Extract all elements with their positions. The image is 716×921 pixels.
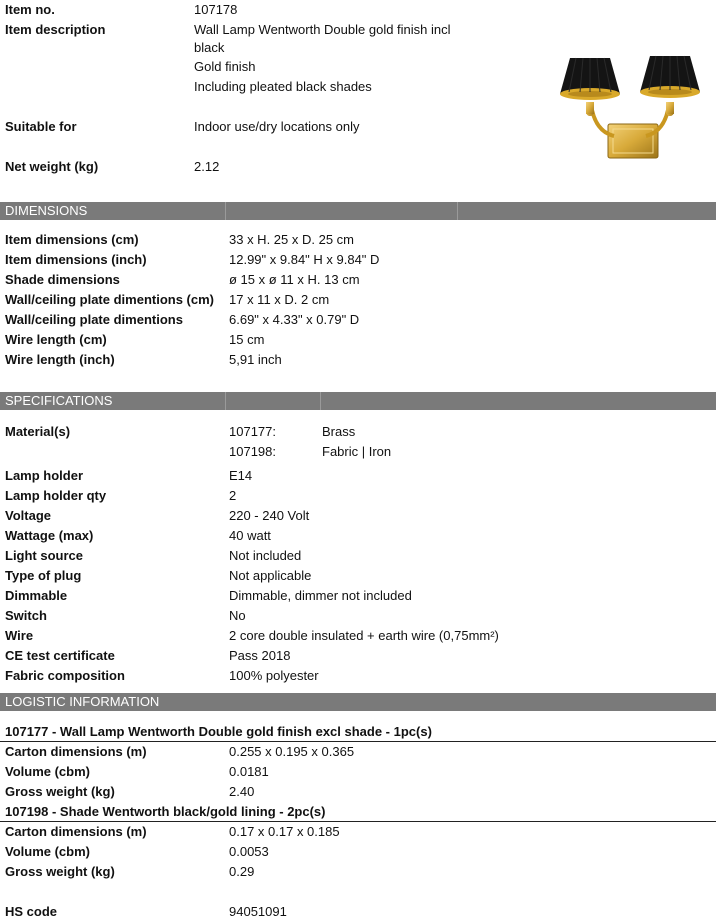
spec-row-value: 220 - 240 Volt: [229, 508, 310, 523]
item-description-value: Wall Lamp Wentworth Double gold finish incl: [194, 22, 451, 37]
logistic-row-value: 0.0053: [229, 844, 269, 859]
dim-row-label: Wire length (inch): [5, 352, 115, 367]
dim-row-value: 12.99" x 9.84" H x 9.84" D: [229, 252, 380, 267]
specifications-title: SPECIFICATIONS: [5, 393, 113, 408]
dim-row-value: 5,91 inch: [229, 352, 282, 367]
spec-row-label: Wattage (max): [5, 528, 94, 543]
item-description-line: Including pleated black shades: [194, 79, 372, 94]
logistic-row-label: Volume (cbm): [5, 844, 90, 859]
spec-row-label: Dimmable: [5, 588, 68, 603]
dim-row-value: ø 15 x ø 11 x H. 13 cm: [229, 272, 360, 287]
spec-row-label: Light source: [5, 548, 84, 563]
material-code: 107177:: [229, 424, 276, 439]
dimensions-title: DIMENSIONS: [5, 203, 88, 218]
net-weight-value: 2.12: [194, 159, 220, 174]
spec-row-value: 2: [229, 488, 237, 503]
item-description-line: Gold finish: [194, 59, 256, 74]
dim-row-label: Item dimensions (cm): [5, 232, 139, 247]
specifications-header: [0, 392, 716, 410]
spec-row-label: Wire: [5, 628, 34, 643]
divider: [320, 392, 321, 410]
spec-row-value: 100% polyester: [229, 668, 319, 683]
logistic-title: LOGISTIC INFORMATION: [5, 694, 160, 709]
logistic-group-heading: 107198 - Shade Wentworth black/gold lining - 2pc(s): [5, 804, 326, 819]
suitable-for-label: Suitable for: [5, 119, 77, 134]
dim-row-label: Shade dimensions: [5, 272, 120, 287]
spec-row-label: Fabric composition: [5, 668, 125, 683]
logistic-row-value: 0.255 x 0.195 x 0.365: [229, 744, 355, 759]
dim-row-value: 6.69" x 4.33" x 0.79" D: [229, 312, 360, 327]
logistic-row-value: 0.0181: [229, 764, 269, 779]
divider: [457, 202, 458, 220]
material-label: Material(s): [5, 424, 71, 439]
spec-row-value: No: [229, 608, 246, 623]
item-no-value: 107178: [194, 2, 238, 17]
divider: [225, 392, 226, 410]
spec-row-label: Voltage: [5, 508, 51, 523]
spec-row-label: Switch: [5, 608, 47, 623]
material-value: Fabric | Iron: [322, 444, 392, 459]
dim-row-label: Wire length (cm): [5, 332, 107, 347]
spec-row-value: 40 watt: [229, 528, 271, 543]
dimensions-header: [0, 202, 716, 220]
material-code: 107198:: [229, 444, 276, 459]
logistic-row-value: 0.17 x 0.17 x 0.185: [229, 824, 340, 839]
net-weight-label: Net weight (kg): [5, 159, 99, 174]
logistic-row-label: Carton dimensions (m): [5, 824, 147, 839]
logistic-row-value: 2.40: [229, 784, 255, 799]
spec-row-value: E14: [229, 468, 253, 483]
spec-row-value: Dimmable, dimmer not included: [229, 588, 412, 603]
hs-code-value: 94051091: [229, 904, 287, 919]
logistic-row-label: Gross weight (kg): [5, 864, 115, 879]
item-description-line: black: [194, 40, 225, 55]
wall-lamp-icon: [552, 52, 704, 170]
suitable-for-value: Indoor use/dry locations only: [194, 119, 360, 134]
dim-row-label: Wall/ceiling plate dimentions: [5, 312, 183, 327]
logistic-row-label: Volume (cbm): [5, 764, 90, 779]
spec-row-value: 2 core double insulated + earth wire (0,75mm²): [229, 628, 499, 643]
logistic-row-label: Carton dimensions (m): [5, 744, 147, 759]
dim-row-value: 15 cm: [229, 332, 265, 347]
divider: [0, 741, 716, 742]
spec-row-label: Type of plug: [5, 568, 82, 583]
spec-row-value: Not applicable: [229, 568, 312, 583]
divider: [0, 821, 716, 822]
spec-row-value: Pass 2018: [229, 648, 291, 663]
spec-row-label: Lamp holder: [5, 468, 84, 483]
divider: [225, 202, 226, 220]
logistic-group-heading: 107177 - Wall Lamp Wentworth Double gold finish excl shade - 1pc(s): [5, 724, 432, 739]
logistic-header: [0, 693, 716, 711]
dim-row-label: Item dimensions (inch): [5, 252, 147, 267]
logistic-row-label: Gross weight (kg): [5, 784, 115, 799]
material-value: Brass: [322, 424, 356, 439]
dim-row-value: 33 x H. 25 x D. 25 cm: [229, 232, 354, 247]
item-no-label: Item no.: [5, 2, 55, 17]
hs-code-label: HS code: [5, 904, 58, 919]
dim-row-value: 17 x 11 x D. 2 cm: [229, 292, 330, 307]
logistic-row-value: 0.29: [229, 864, 255, 879]
spec-row-label: Lamp holder qty: [5, 488, 107, 503]
dim-row-label: Wall/ceiling plate dimentions (cm): [5, 292, 214, 307]
spec-row-value: Not included: [229, 548, 302, 563]
item-description-label: Item description: [5, 22, 106, 37]
spec-row-label: CE test certificate: [5, 648, 115, 663]
